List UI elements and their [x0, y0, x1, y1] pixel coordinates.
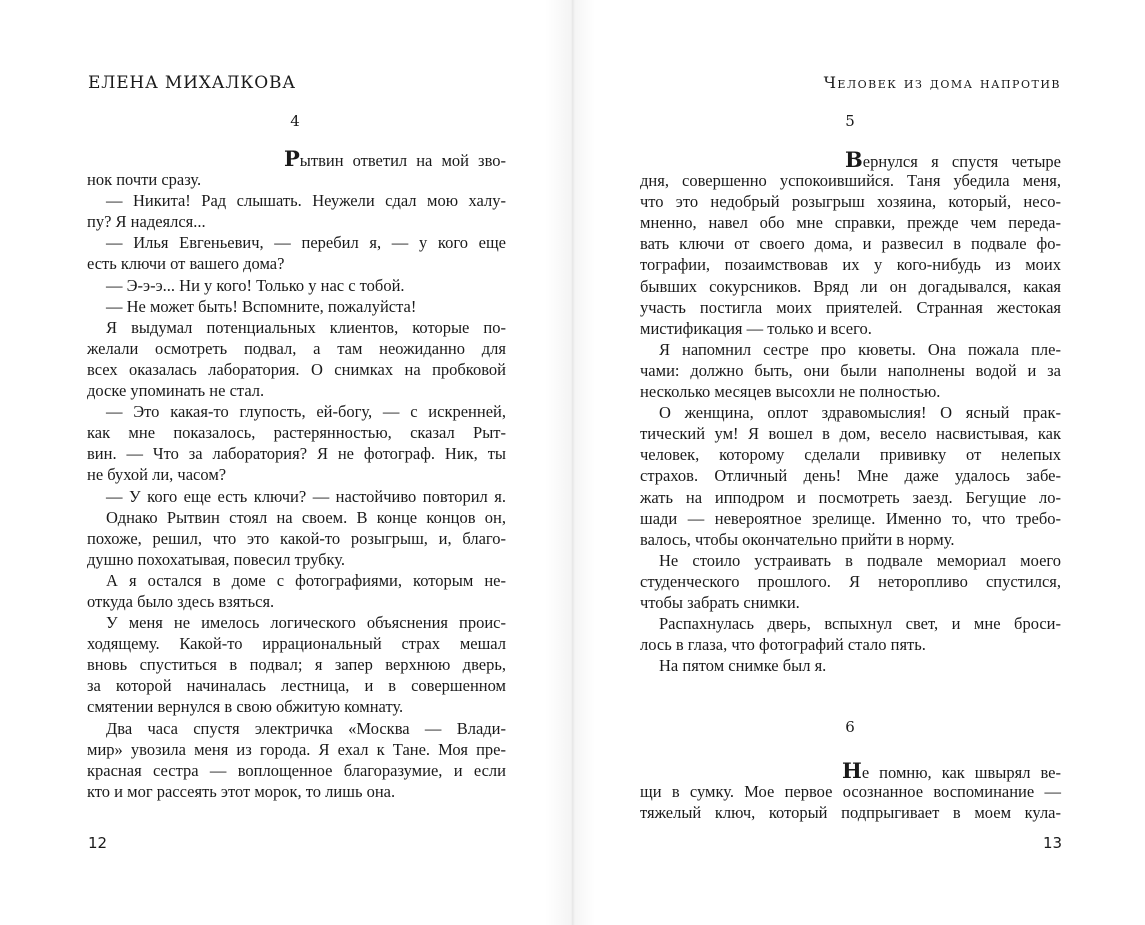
text-line: Не стоило устраивать в подвале мемориал моего	[659, 550, 1061, 570]
drop-cap: Н	[842, 758, 862, 783]
text-line: Вернулся я спустя четыре	[845, 147, 1061, 172]
running-head-title: Человек из дома напротив	[823, 73, 1061, 92]
text-line: — Илья Евгеньевич, — перебил я, — у кого еще	[106, 233, 506, 253]
text-line: смятении вернулся в свою обжитую комнату.	[87, 697, 404, 717]
text-line: жать на ипподром и посмотреть заезд. Бегущие ло-	[640, 487, 1061, 507]
text-line: откуда было здесь взяться.	[87, 591, 275, 611]
text-line: щи в сумку. Мое первое осознанное воспоминание —	[640, 782, 1061, 802]
text-line: Я выдумал потенциальных клиентов, которые по-	[106, 317, 506, 337]
page-number: 12	[88, 834, 108, 852]
text-line: чами: должно быть, они были наполнены водой и за	[640, 360, 1061, 380]
text-line: Я напомнил сестре про кюветы. Она пожала пле-	[659, 339, 1061, 359]
text-line: студенческого прошлого. Я неторопливо спустился,	[640, 571, 1061, 591]
text-line: — У кого еще есть ключи? — настойчиво повторил я.	[106, 486, 506, 506]
chapter-4-text	[87, 148, 506, 802]
text-line: душно похохатывая, повесил трубку.	[87, 549, 346, 569]
text-line: за которой начиналась лестница, и в совершенном	[87, 676, 506, 696]
text-line: бывших сокурсников. Вряд ли он догадывался, какая	[640, 276, 1061, 296]
drop-cap: Р	[284, 146, 300, 171]
chapter-4-number: 4	[290, 112, 300, 130]
text-line: желали осмотреть подвал, а там неожиданно для	[87, 338, 506, 358]
text-line: тографии, позаимствовав их у кого-нибудь из моих	[640, 255, 1061, 275]
text-line: что это недобрый розыгрыш хозяина, который, несо-	[640, 192, 1061, 212]
text-line: — Никита! Рад слышать. Неужели сдал мою халу-	[106, 191, 506, 211]
text-line: шади — невероятное зрелище. Именно то, что требо-	[640, 508, 1061, 528]
text-line: вать ключи от своего дома, и развесил в подвале фо-	[640, 234, 1061, 254]
text-line: нок почти сразу.	[87, 170, 202, 190]
text-line: тический ум! Я вошел в дом, весело насвистывая, как	[640, 424, 1061, 444]
text-line: мненно, навел обо мне справки, прежде чем переда-	[640, 213, 1061, 233]
chapter-6-text	[640, 760, 1061, 823]
text-line: Не помню, как швырял ве-	[842, 758, 1061, 783]
text-line: — Не может быть! Вспомните, пожалуйста!	[106, 296, 417, 316]
text-line: пу? Я надеялся...	[87, 212, 206, 232]
drop-cap: В	[845, 147, 863, 172]
chapter-6-number: 6	[845, 718, 855, 736]
text-line: мир» увозила меня из города. Я ехал к Тане. Моя пре-	[87, 739, 506, 759]
text-line: всех оказалась лаборатория. О снимках на пробковой	[87, 359, 506, 379]
text-line: валось, чтобы окончательно прийти в норму.	[640, 529, 955, 549]
text-line: вновь спуститься в подвал; я запер верхнюю дверь,	[87, 655, 506, 675]
text-line: Рытвин ответил на мой зво-	[284, 146, 506, 171]
text-line: А я остался в доме с фотографиями, которым не-	[106, 570, 506, 590]
text-line: есть ключи от вашего дома?	[87, 254, 285, 274]
text-line: Однако Рытвин стоял на своем. В конце концов он,	[106, 507, 506, 527]
text-line: несколько месяцев высохли не полностью.	[640, 382, 941, 402]
text-line: вин. — Что за лаборатория? Я не фотограф. Ник, ты	[87, 444, 506, 464]
text-line: О женщина, оплот здравомыслия! О ясный прак-	[659, 403, 1061, 423]
text-line: Распахнулась дверь, вспыхнул свет, и мне броси-	[659, 614, 1061, 634]
text-line: похоже, решил, что это какой-то розыгрыш, и, благо-	[87, 528, 506, 548]
right-page	[572, 0, 1145, 925]
text-line: страхов. Отличный день! Мне даже удалось забе-	[640, 466, 1061, 486]
text-line: У меня не имелось логического объяснения проис-	[106, 613, 506, 633]
chapter-5-text	[640, 149, 1061, 676]
text-line: кто и мог рассеять этот морок, то лишь она.	[87, 781, 396, 801]
text-line: дня, совершенно успокоившийся. Таня убедила меня,	[640, 171, 1061, 191]
text-line: — Это какая-то глупость, ей-богу, — с искренней,	[106, 402, 506, 422]
chapter-5-number: 5	[845, 112, 855, 130]
text-line: доске упоминать не стал.	[87, 381, 265, 401]
running-head-author: ЕЛЕНА МИХАЛКОВА	[88, 73, 296, 93]
text-line: мистификация — только и всего.	[640, 318, 872, 338]
text-line: Два часа спустя электричка «Москва — Влади-	[106, 718, 506, 738]
text-line: не бухой ли, часом?	[87, 465, 227, 485]
text-line: ходящему. Какой-то иррациональный страх мешал	[87, 634, 506, 654]
text-line: участь постигла моих приятелей. Странная жестокая	[640, 297, 1061, 317]
text-line: красная сестра — воплощенное благоразумие, и если	[87, 760, 506, 780]
text-line: — Э-э-э... Ни у кого! Только у нас с тобой.	[106, 275, 405, 295]
text-line: лось в глаза, что фотографий стало пять.	[640, 635, 926, 655]
text-line: На пятом снимке был я.	[659, 656, 827, 676]
text-line: чтобы забрать снимки.	[640, 592, 800, 612]
text-line: человек, которому сделали прививку от нелепых	[640, 445, 1061, 465]
text-line: как мне показалось, растерянностью, сказал Рыт-	[87, 423, 506, 443]
left-page	[0, 0, 572, 925]
page-number: 13	[1043, 834, 1063, 852]
text-line: тяжелый ключ, который подпрыгивает в моем кула-	[640, 803, 1061, 823]
